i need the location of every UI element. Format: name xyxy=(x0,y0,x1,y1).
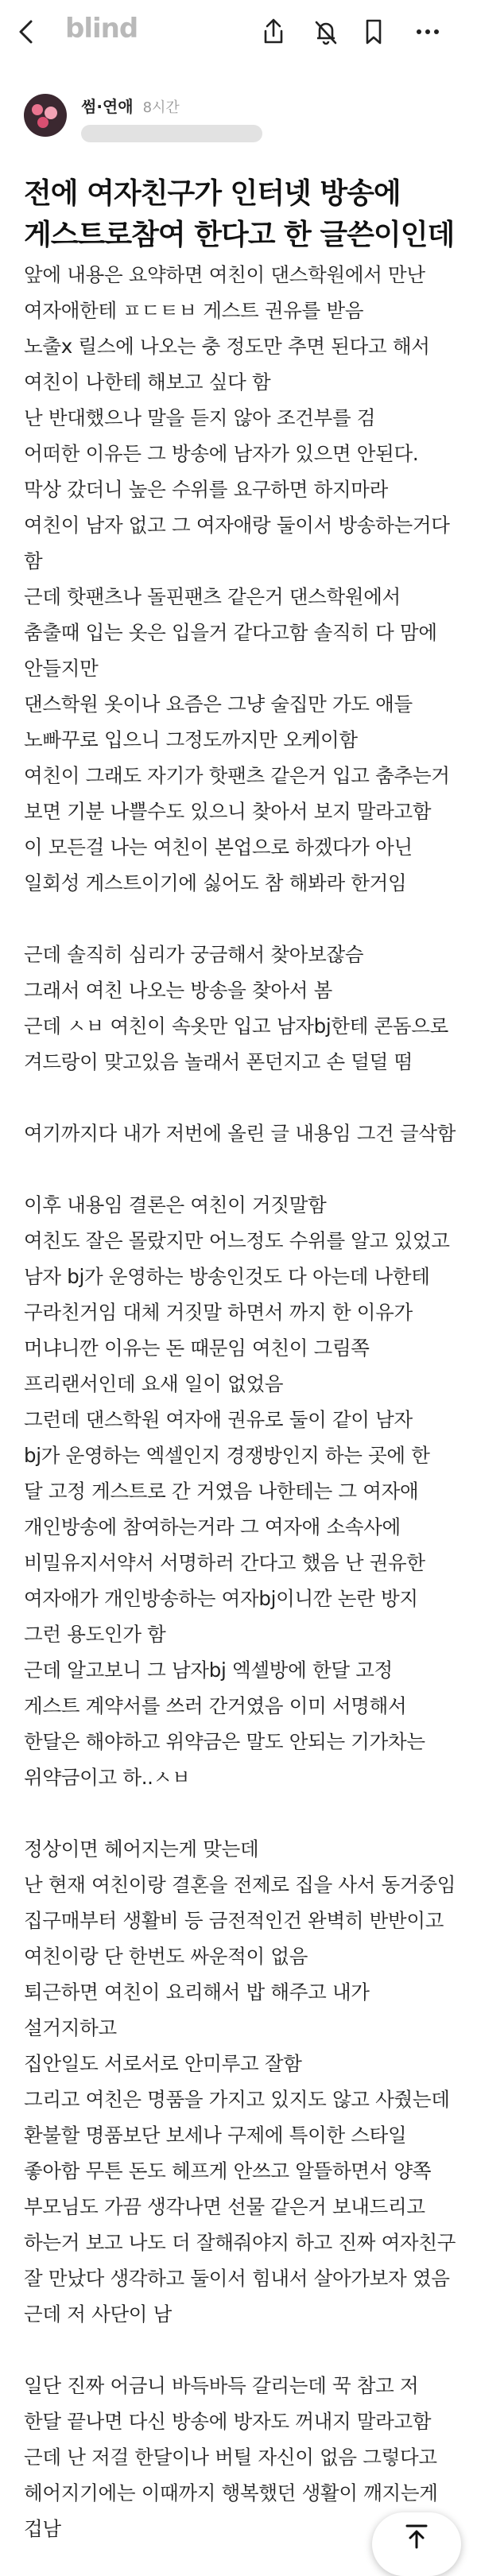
post-body-line: 정상이면 헤어지는게 맞는데 xyxy=(24,1837,259,1860)
post-body-line: 퇴근하면 여친이 요리해서 밥 해주고 내가 xyxy=(24,1980,370,2004)
post-body-line xyxy=(24,1080,469,1115)
post-body-line: 그리고 여친은 명품을 가지고 있지도 않고 사줬는데 xyxy=(24,2088,450,2111)
more-icon[interactable] xyxy=(412,16,444,48)
post-body-line xyxy=(24,1795,469,1831)
post-body-line: 춤출때 입는 옷은 입을거 같다고함 솔직히 다 맘에 xyxy=(24,621,437,644)
post-body-line: 겁남 xyxy=(24,2517,61,2540)
post-body-line: 위약금이고 하..ㅅㅂ xyxy=(24,1766,191,1789)
post-body-line: 하는거 보고 나도 더 잘해줘야지 하고 진짜 여자친구 xyxy=(24,2231,456,2254)
avatar[interactable] xyxy=(24,94,67,137)
post-body-line: 겨드랑이 맞고있음 놀래서 폰던지고 손 덜덜 떰 xyxy=(24,1050,413,1073)
post-body-line: 여자애한테 ㅍㄷㅌㅂ 게스트 권유를 받음 xyxy=(24,299,364,322)
post-body xyxy=(24,257,469,2547)
blurred-author-info xyxy=(81,125,262,142)
post-body-line: 달 고정 게스트로 간 거였음 나한테는 그 여자애 xyxy=(24,1480,419,1503)
post-body-line: 비밀유지서약서 서명하러 간다고 했음 난 권유한 xyxy=(24,1551,425,1574)
post-body-line: 여기까지다 내가 저번에 올린 글 내용임 그건 글삭함 xyxy=(24,1122,456,1145)
post-body-line: 근데 난 저걸 한달이나 버틸 자신이 없음 그렇다고 xyxy=(24,2446,437,2469)
post-body-line: 근데 알고보니 그 남자bj 엑셀방에 한달 고정 xyxy=(24,1658,393,1682)
post-body-line: 게스트 계약서를 쓰러 간거였음 이미 서명해서 xyxy=(24,1694,407,1717)
post-title xyxy=(24,173,469,256)
share-icon[interactable] xyxy=(258,16,289,48)
post-body-line: 그래서 여친 나오는 방송을 찾아서 봄 xyxy=(24,979,332,1002)
post-time: 8시간 xyxy=(142,99,180,116)
post-body-line xyxy=(24,901,469,937)
post-body-line: 좋아함 무튼 돈도 헤프게 안쓰고 알뜰하면서 양쪽 xyxy=(24,2159,432,2182)
post-body-line: 난 반대했으나 말을 듣지 않아 조건부를 검 xyxy=(24,406,376,429)
post-body-line: 근데 솔직히 심리가 궁금해서 찾아보잖슴 xyxy=(24,943,364,966)
post-body-line: 여친이랑 단 한번도 싸운적이 없음 xyxy=(24,1945,308,1968)
scroll-to-top-icon xyxy=(401,2520,432,2552)
post-body-line: 근데 핫팬츠나 돌핀팬츠 같은거 댄스학원에서 xyxy=(24,585,401,608)
post-body-line: 이후 내용임 결론은 여친이 거짓말함 xyxy=(24,1193,327,1216)
scroll-to-top-button[interactable] xyxy=(372,2512,461,2576)
post-body-line: 안들지만 xyxy=(24,657,99,680)
post-body-line: 그런데 댄스학원 여자애 권유로 둘이 같이 남자 xyxy=(24,1408,413,1431)
post-body-line: bj가 운영하는 엑셀인지 경쟁방인지 하는 곳에 한 xyxy=(24,1444,430,1467)
post-body-line: 노출x 릴스에 나오는 충 정도만 추면 된다고 해서 xyxy=(24,335,430,358)
post-body-line: 여친이 그래도 자기가 핫팬츠 같은거 입고 춤추는거 xyxy=(24,764,450,787)
back-arrow-icon[interactable] xyxy=(11,16,43,48)
post-body-line: 구라친거임 대체 거짓말 하면서 까지 한 이유가 xyxy=(24,1301,413,1324)
post-body-line: 집안일도 서로서로 안미루고 잘함 xyxy=(24,2052,302,2075)
post-body-line: 그런 용도인가 함 xyxy=(24,1623,166,1646)
post-body-line: 부모님도 가끔 생각나면 선물 같은거 보내드리고 xyxy=(24,2195,425,2218)
post-body-line: 여자애가 개인방송하는 여자bj이니깐 논란 방지 xyxy=(24,1587,418,1610)
post-body-line: 이 모든걸 나는 여친이 본업으로 하겠다가 아닌 xyxy=(24,836,413,859)
post-body-line: 댄스학원 옷이나 요즘은 그냥 술집만 가도 애들 xyxy=(24,692,413,716)
notification-off-icon[interactable] xyxy=(310,16,342,48)
post-body-line: 남자 bj가 운영하는 방송인것도 다 아는데 나한테 xyxy=(24,1265,430,1288)
post-category[interactable]: 썸·연애 xyxy=(81,97,134,116)
post-body-line: 막상 갔더니 높은 수위를 요구하면 하지마라 xyxy=(24,478,389,501)
post-body-line: 근데 저 사단이 남 xyxy=(24,2302,173,2326)
post-body-line: 일단 진짜 어금니 바득바득 갈리는데 꾹 참고 저 xyxy=(24,2374,419,2397)
bookmark-icon[interactable] xyxy=(358,16,390,48)
post-meta xyxy=(81,94,262,142)
post-title-line: 전에 여자친구가 인터넷 방송에 xyxy=(24,177,401,210)
post-body-line: 근데 ㅅㅂ 여친이 속옷만 입고 남자bj한테 콘돔으로 xyxy=(24,1014,449,1038)
post-body-line: 여친이 남자 없고 그 여자애랑 둘이서 방송하는거다 xyxy=(24,514,450,537)
post-body-line: 설거지하고 xyxy=(24,2016,117,2039)
post-body-line: 어떠한 이유든 그 방송에 남자가 있으면 안된다. xyxy=(24,442,419,465)
post-body-line: 잘 만났다 생각하고 둘이서 힘내서 살아가보자 였음 xyxy=(24,2267,450,2290)
post-body-line: 보면 기분 나쁠수도 있으니 찾아서 보지 말라고함 xyxy=(24,800,432,823)
post-body-line: 앞에 내용은 요약하면 여친이 댄스학원에서 만난 xyxy=(24,263,425,286)
post-title-line: 게스트로참여 한다고 한 글쓴이인데 xyxy=(24,219,455,251)
post-body-line: 난 현재 여친이랑 결혼을 전제로 집을 사서 동거중임 xyxy=(24,1873,456,1896)
top-bar xyxy=(0,0,477,64)
post-body-line: 개인방송에 참여하는거라 그 여자애 소속사에 xyxy=(24,1515,401,1538)
post-body-line: 한달 끝나면 다신 방송에 방자도 꺼내지 말라고함 xyxy=(24,2410,432,2433)
post-author xyxy=(24,94,262,142)
post-body-line: 환불할 명품보단 보세나 구제에 특이한 스타일 xyxy=(24,2124,407,2147)
post-body-line xyxy=(24,2332,469,2368)
post-body-line: 프리랜서인데 요새 일이 없었음 xyxy=(24,1372,284,1395)
post-body-line: 여친이 나한테 해보고 싶다 함 xyxy=(24,370,271,394)
post-body-line: 헤어지기에는 이때까지 행복했던 생활이 깨지는게 xyxy=(24,2481,438,2504)
post-body-line xyxy=(24,1151,469,1187)
post-body-line: 함 xyxy=(24,549,43,572)
post-body-line: 머냐니깐 이유는 돈 때문임 여친이 그림쪽 xyxy=(24,1336,370,1360)
app-logo: blind xyxy=(65,13,138,45)
post-body-line: 집구매부터 생활비 등 금전적인건 완벽히 반반이고 xyxy=(24,1909,444,1932)
post-body-line: 한달은 해야하고 위약금은 말도 안되는 기가차는 xyxy=(24,1730,425,1753)
post-body-line: 일회성 게스트이기에 싫어도 참 해봐라 한거임 xyxy=(24,871,407,894)
post-body-line: 여친도 잘은 몰랐지만 어느정도 수위를 알고 있었고 xyxy=(24,1229,450,1252)
post-body-line: 노빠꾸로 입으니 그정도까지만 오케이함 xyxy=(24,728,358,751)
